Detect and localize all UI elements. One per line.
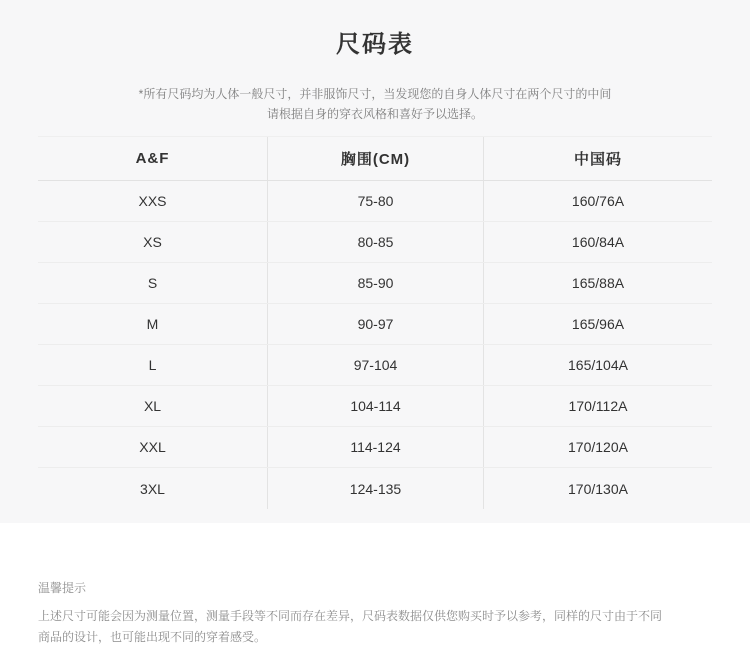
cell-chest: 80-85 xyxy=(267,222,484,262)
cell-chest: 75-80 xyxy=(267,181,484,221)
notice-heading: 温馨提示 xyxy=(38,581,87,595)
column-header-cn-size: 中国码 xyxy=(573,151,622,168)
size-note-line1: *所有尺码均为人体一般尺寸，并非服饰尺寸，当发现您的自身人体尺寸在两个尺寸的中间 xyxy=(138,87,612,101)
cell-cn-size: 170/130A xyxy=(568,480,628,497)
cell-size: M xyxy=(146,316,159,332)
cell-cn-size: 165/96A xyxy=(571,316,625,332)
page-title: 尺码表 xyxy=(336,31,414,58)
cell-size: XXS xyxy=(138,193,167,209)
cell-size: 3XL xyxy=(140,480,165,497)
table-header-row xyxy=(38,137,712,181)
cell-cn-size: 170/120A xyxy=(568,439,628,455)
table-row xyxy=(38,468,712,509)
notice-body-line1: 上述尺寸可能会因为测量位置，测量手段等不同而存在差异，尺码表数据仅供您购买时予以参考，同样的尺寸由于不同 xyxy=(38,609,663,623)
cell-cn-size: 165/88A xyxy=(571,275,625,291)
size-note-line2: 请根据自身的穿衣风格和喜好予以选择。 xyxy=(266,107,483,121)
cell-cn-size: 165/104A xyxy=(568,357,628,373)
table-row xyxy=(38,386,712,427)
size-table xyxy=(38,136,712,509)
cell-size: XS xyxy=(143,234,162,250)
table-row xyxy=(38,181,712,222)
table-row xyxy=(38,427,712,468)
cell-chest: 85-90 xyxy=(267,263,484,303)
cell-size: XL xyxy=(143,398,162,414)
column-header-af: A&F xyxy=(135,150,170,167)
cell-chest: 124-135 xyxy=(267,468,484,509)
cell-size: L xyxy=(148,357,157,373)
table-row xyxy=(38,304,712,345)
cell-chest: 97-104 xyxy=(267,345,484,385)
size-note xyxy=(0,84,750,124)
cell-cn-size: 160/84A xyxy=(571,234,625,250)
cell-size: XXL xyxy=(139,439,166,455)
cell-size: S xyxy=(147,275,158,291)
notice-body xyxy=(38,606,712,648)
notice-body-line2: 商品的设计，也可能出现不同的穿着感受。 xyxy=(38,630,267,644)
notice-section xyxy=(0,523,750,648)
cell-chest: 104-114 xyxy=(267,386,484,426)
cell-cn-size: 160/76A xyxy=(571,193,625,209)
cell-chest: 90-97 xyxy=(267,304,484,344)
table-row xyxy=(38,263,712,304)
cell-chest: 114-124 xyxy=(267,427,484,467)
table-row xyxy=(38,222,712,263)
table-row xyxy=(38,345,712,386)
cell-cn-size: 170/112A xyxy=(568,398,628,414)
column-header-chest: 胸围(CM) xyxy=(267,137,484,180)
